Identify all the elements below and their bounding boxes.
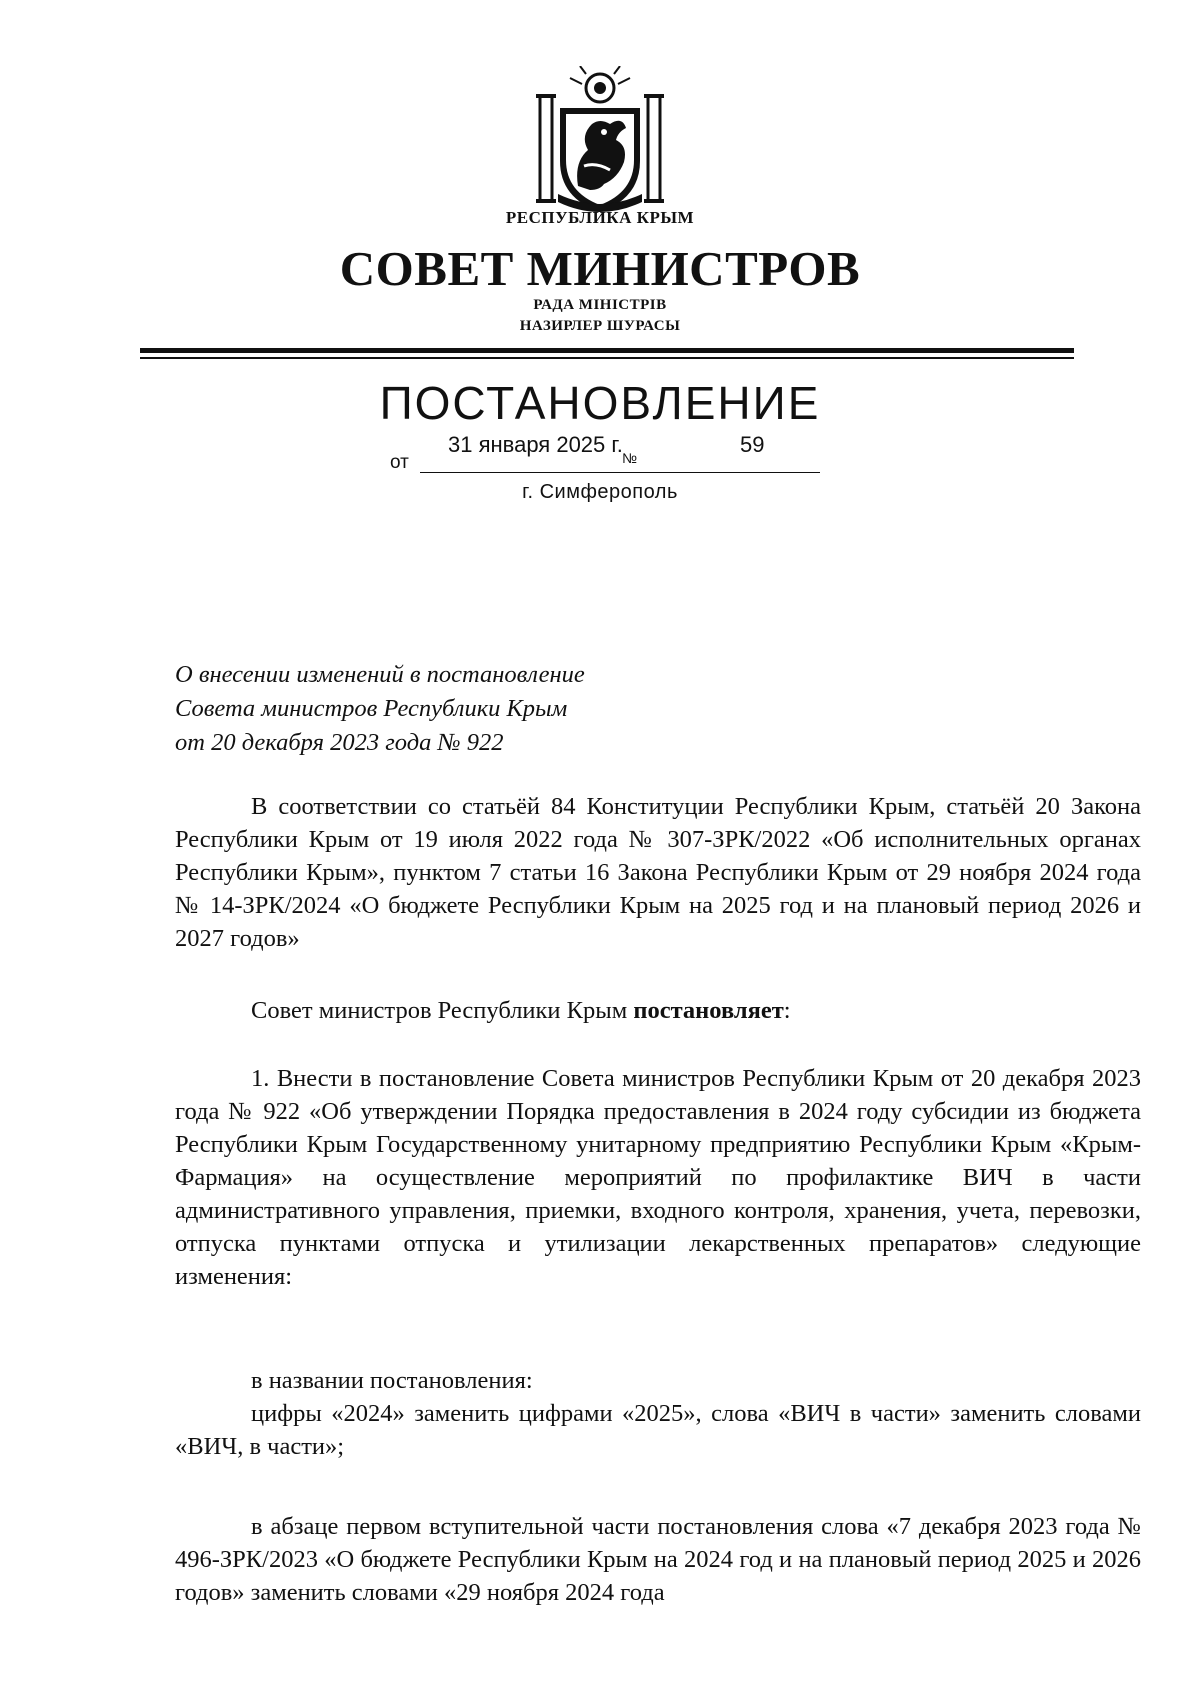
- city: г. Симферополь: [522, 481, 678, 503]
- header-rule-thin: [140, 357, 1074, 359]
- paragraph-text: в абзаце первом вступительной части постановления слова «7 декабря 2023 года № 496-ЗРК/2023 «О бюджете Республики Крым на 2024 год и на плановый период 2025 и 2026 годов» заменить словами «29 ноября 2024 года: [175, 1513, 1141, 1606]
- header-rule-thick: [140, 348, 1074, 353]
- document-type-title: ПОСТАНОВЛЕНИЕ: [379, 377, 821, 429]
- date-underline: [420, 472, 820, 473]
- council-name-crimean-tatar: НАЗИРЛЕР ШУРАСЫ: [519, 318, 681, 334]
- body-paragraph-title-change: [175, 1364, 1141, 1463]
- decree-number: 59: [740, 432, 765, 457]
- body-paragraph-preamble-change: [175, 1510, 1141, 1609]
- resolves-colon: :: [783, 997, 791, 1024]
- paragraph-text: 1. Внести в постановление Совета министров Республики Крым от 20 декабря 2023 года № 922 «Об утверждении Порядка предоставления в 2024 году субсидии из бюджета Республики Крым Государственному унитарному предприятию Республики Крым «Крым-Фармация» на осуществление мероприятий по профилактике ВИЧ в части административного управления, приемки, входного контроля, хранения, учета, перевозки, отпуска пунктами отпуска и утилизации лекарственных препаратов» следующие изменения:: [175, 1065, 1141, 1290]
- number-sign: №: [622, 450, 638, 466]
- body-paragraph-preamble: [175, 790, 1141, 955]
- republic-name: РЕСПУБЛИКА КРЫМ: [505, 208, 695, 227]
- council-name-ukrainian: РАДА МІНІСТРІВ: [533, 297, 667, 313]
- body-paragraph-resolves: [175, 994, 1141, 1027]
- coat-of-arms-emblem: [530, 66, 670, 216]
- subject-line: от 20 декабря 2023 года № 922: [175, 729, 504, 756]
- decree-date: 31 января 2025 г.: [448, 432, 623, 457]
- resolves-text: Совет министров Республики Крым: [251, 997, 634, 1024]
- council-name: СОВЕТ МИНИСТРОВ: [339, 241, 861, 296]
- decree-date-line: [390, 432, 820, 472]
- paragraph-text: В соответствии со статьёй 84 Конституции Республики Крым, статьёй 20 Закона Республики Крым от 19 июля 2022 года № 307-ЗРК/2022 «Об исполнительных органах Республики Крым», пунктом 7 статьи 16 Закона Республики Крым от 29 ноября 2024 года № 14-ЗРК/2024 «О бюджете Республики Крым на 2025 год и на плановый период 2026 и 2027 годов»: [175, 793, 1141, 952]
- decree-subject: [175, 658, 585, 760]
- resolves-keyword: постановляет: [633, 997, 784, 1024]
- date-prefix: от: [390, 452, 409, 473]
- body-paragraph-item-1: [175, 1062, 1141, 1293]
- paragraph-text: в названии постановления:: [251, 1367, 533, 1394]
- subject-line: Совета министров Республики Крым: [175, 695, 568, 722]
- paragraph-text: цифры «2024» заменить цифрами «2025», слова «ВИЧ в части» заменить словами «ВИЧ, в части»;: [175, 1400, 1141, 1460]
- subject-line: О внесении изменений в постановление: [175, 661, 585, 688]
- paragraph-text: [175, 994, 1141, 1027]
